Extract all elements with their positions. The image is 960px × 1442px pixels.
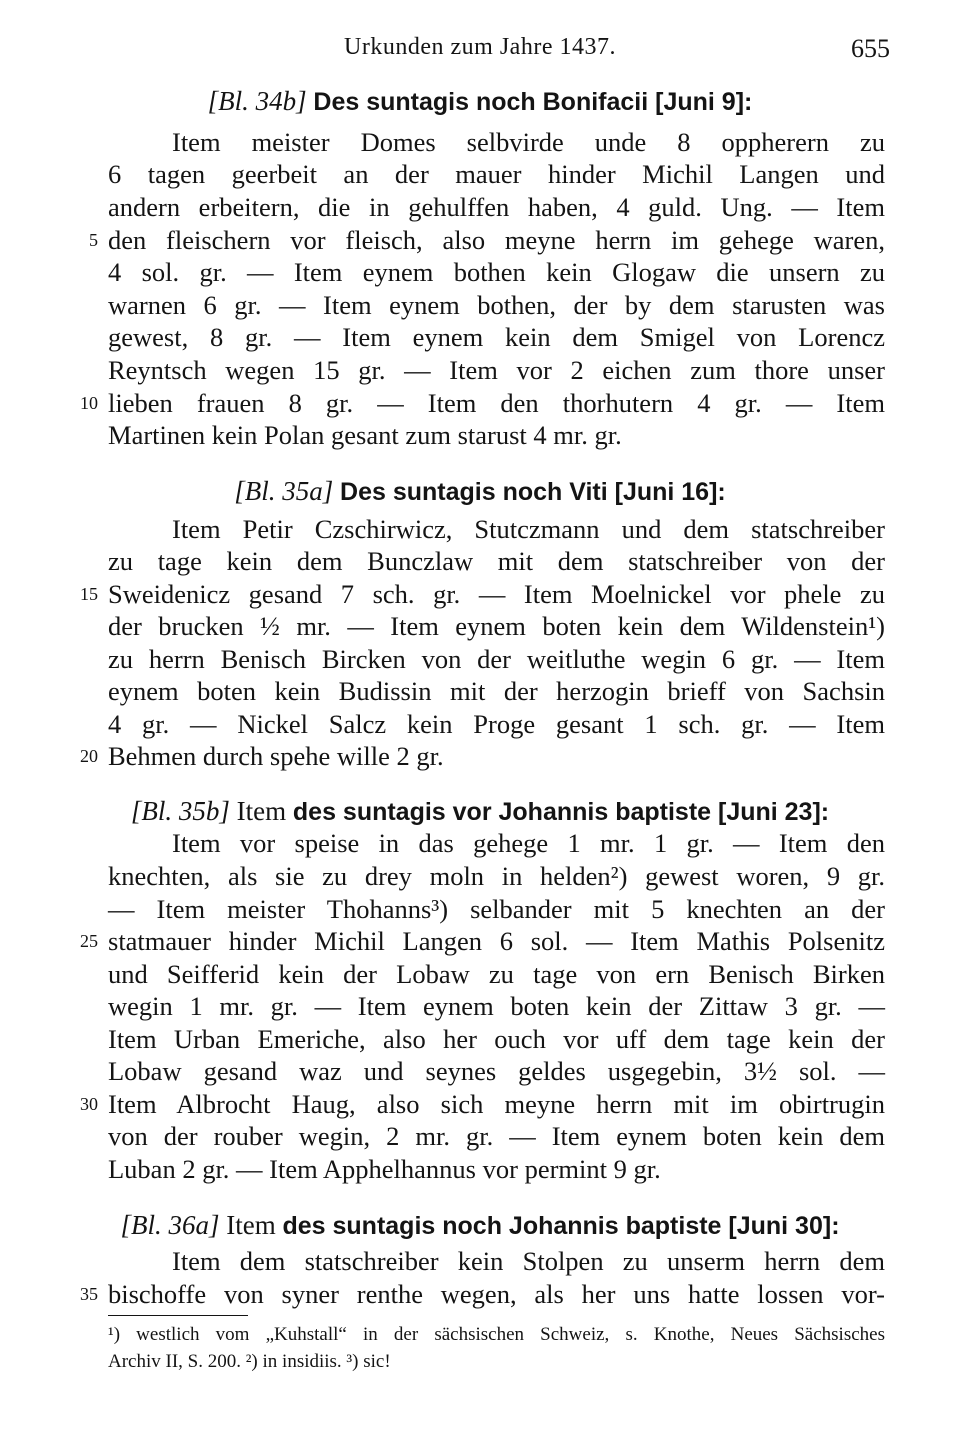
section-title: Des suntagis noch Bonifacii [Juni 9]: [313,88,753,116]
text-line: der brucken ½ mr. — Item eynem boten kein dem Wildenstein¹) [108,611,885,641]
section-heading-2 [0,476,960,507]
text-line: andern erbeitern, die in gehulffen haben, 4 guld. Ung. — Item [108,192,885,222]
text-line: Reyntsch wegen 15 gr. — Item vor 2 eichen zum thore unser [108,355,885,385]
text-line: den fleischern vor fleisch, also meyne herrn im gehege waren, [108,225,885,255]
text-line: Luban 2 gr. — Item Apphelhannus vor permint 9 gr. [108,1154,661,1184]
section-prefix: Item [226,1210,276,1240]
text-line: bischoffe von syner renthe wegen, als her uns hatte lossen vor- [108,1279,885,1309]
text-line: 4 gr. — Nickel Salcz kein Proge gesant 1 sch. gr. — Item [108,709,885,739]
section-title: des suntagis vor Johannis baptiste [Juni 23]: [292,798,830,826]
text-line: lieben frauen 8 gr. — Item den thorhutern 4 gr. — Item [108,388,885,418]
text-line: zu tage kein dem Bunczlaw mit dem statschreiber von der [108,546,885,576]
text-line: zu herrn Benisch Bircken von der weitluthe wegin 6 gr. — Item [108,644,885,674]
page-number: 655 [851,34,890,63]
running-title: Urkunden zum Jahre 1437. [344,34,616,60]
line-number: 20 [80,746,98,766]
section-title: des suntagis noch Johannis baptiste [Juni 30]: [282,1212,840,1240]
text-line: 6 tagen geerbeit an der mauer hinder Michil Langen und [108,159,885,189]
section-heading-1 [0,86,960,117]
text-line: Item Petir Czschirwicz, Stutczmann und dem statschreiber [172,514,885,544]
section-prefix: Item [236,796,287,826]
text-line: Behmen durch spehe wille 2 gr. [108,741,444,771]
text-line: wegin 1 mr. gr. — Item eynem boten kein der Zittaw 3 gr. — [108,991,885,1021]
footnote-line: ¹) westlich vom „Kuhstall“ in der sächsischen Schweiz, s. Knothe, Neues Sächsisches [108,1324,885,1345]
line-number: 35 [80,1284,98,1304]
line-number: 15 [80,584,98,604]
text-line: knechten, als sie zu drey moln in helden²) gewest woren, 9 gr. [108,861,885,891]
line-number: 25 [80,931,98,951]
text-line: und Seifferid kein der Lobaw zu tage von ern Benisch Birken [108,959,885,989]
text-line: Item Urban Emeriche, also her ouch vor uff dem tage kein der [108,1024,885,1054]
text-line: Item Albrocht Haug, also sich meyne herrn mit im obirtrugin [108,1089,885,1119]
section-title: Des suntagis noch Viti [Juni 16]: [340,478,726,506]
text-line: gewest, 8 gr. — Item eynem kein dem Smigel von Lorencz [108,322,885,352]
section-heading-4 [0,1210,960,1241]
footnote-rule [108,1315,248,1316]
folio-reference: [Bl. 34b] [207,86,307,116]
text-line: von der rouber wegin, 2 mr. gr. — Item eynem boten kein dem [108,1121,885,1151]
text-line: 4 sol. gr. — Item eynem bothen kein Glogaw die unsern zu [108,257,885,287]
folio-reference: [Bl. 35b] [130,796,230,826]
text-line: statmauer hinder Michil Langen 6 sol. — Item Mathis Polsenitz [108,926,885,956]
text-line: eynem boten kein Budissin mit der herzogin brieff von Sachsin [108,676,885,706]
text-line: Item vor speise in das gehege 1 mr. 1 gr. — Item den [172,828,885,858]
text-line: Item dem statschreiber kein Stolpen zu unserm herrn dem [172,1246,885,1276]
text-line: Lobaw gesand waz und seynes geldes usgegebin, 3½ sol. — [108,1056,885,1086]
folio-reference: [Bl. 36a] [120,1210,220,1240]
folio-reference: [Bl. 35a] [234,476,334,506]
text-line: warnen 6 gr. — Item eynem bothen, der by dem starusten was [108,290,885,320]
text-line: — Item meister Thohanns³) selbander mit 5 knechten an der [108,894,885,924]
line-number: 30 [80,1094,98,1114]
line-number: 10 [80,393,98,413]
footnote-line: Archiv II, S. 200. ²) in insidiis. ³) sic! [108,1351,391,1372]
text-line: Martinen kein Polan gesant zum starust 4 mr. gr. [108,420,622,450]
text-line: Item meister Domes selbvirde unde 8 oppherern zu [172,127,885,157]
section-heading-3 [0,796,960,827]
line-number: 5 [89,230,98,250]
text-line: Sweidenicz gesand 7 sch. gr. — Item Moelnickel vor phele zu [108,579,885,609]
